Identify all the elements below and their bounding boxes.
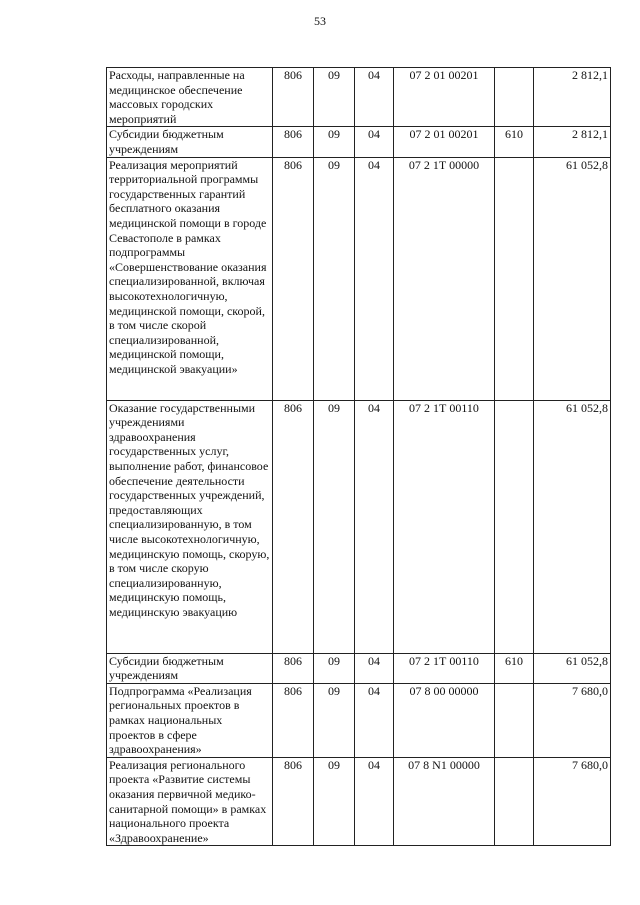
row-ved-code: 806 <box>273 683 314 757</box>
row-expense-type <box>495 683 534 757</box>
row-amount: 61 052,8 <box>534 157 611 400</box>
row-target-article: 07 8 00 00000 <box>394 683 495 757</box>
row-subsection-code: 04 <box>355 653 394 683</box>
row-amount: 61 052,8 <box>534 400 611 653</box>
table-row <box>107 653 611 683</box>
row-section-code: 09 <box>314 683 355 757</box>
table-row <box>107 157 611 400</box>
row-ved-code: 806 <box>273 127 314 157</box>
row-section-code: 09 <box>314 757 355 846</box>
row-name: Субсидии бюджетным учреждениям <box>107 127 273 157</box>
row-subsection-code: 04 <box>355 157 394 400</box>
row-name: Оказание государственными учреждениями здравоохранения государственных услуг, выполнение работ, финансовое обеспечение деятельности государственных учреждений, предоставляющих специализированную, в том числе высокотехнологичную, медицинскую помощь, скорую, в том числе скорую специализированную, медицинскую помощь, медицинскую эвакуацию <box>107 400 273 653</box>
row-target-article: 07 2 01 00201 <box>394 127 495 157</box>
row-expense-type <box>495 757 534 846</box>
row-amount: 7 680,0 <box>534 683 611 757</box>
row-name: Субсидии бюджетным учреждениям <box>107 653 273 683</box>
row-target-article: 07 2 01 00201 <box>394 68 495 127</box>
row-subsection-code: 04 <box>355 757 394 846</box>
row-name: Расходы, направленные на медицинское обеспечение массовых городских мероприятий <box>107 68 273 127</box>
row-target-article: 07 2 1Т 00110 <box>394 400 495 653</box>
row-expense-type: 610 <box>495 653 534 683</box>
row-ved-code: 806 <box>273 757 314 846</box>
row-amount: 2 812,1 <box>534 127 611 157</box>
table-row <box>107 683 611 757</box>
row-name: Реализация регионального проекта «Развитие системы оказания первичной медико-санитарной помощи» в рамках национального проекта «Здравоохранение» <box>107 757 273 846</box>
row-target-article: 07 8 N1 00000 <box>394 757 495 846</box>
row-amount: 61 052,8 <box>534 653 611 683</box>
row-subsection-code: 04 <box>355 400 394 653</box>
row-ved-code: 806 <box>273 653 314 683</box>
row-subsection-code: 04 <box>355 127 394 157</box>
row-subsection-code: 04 <box>355 683 394 757</box>
row-section-code: 09 <box>314 400 355 653</box>
page-number: 53 <box>314 14 326 28</box>
row-section-code: 09 <box>314 653 355 683</box>
row-target-article: 07 2 1Т 00110 <box>394 653 495 683</box>
row-section-code: 09 <box>314 68 355 127</box>
row-target-article: 07 2 1Т 00000 <box>394 157 495 400</box>
row-name: Реализация мероприятий территориальной программы государственных гарантий бесплатного оказания медицинской помощи в городе Севастополе в рамках подпрограммы «Совершенствование оказания специализированной, включая высокотехнологичную, медицинской помощи, скорой, в том числе скорой специализированной, медицинской помощи, медицинской эвакуации» <box>107 157 273 400</box>
table-row <box>107 68 611 127</box>
row-expense-type: 610 <box>495 127 534 157</box>
row-section-code: 09 <box>314 157 355 400</box>
table-row <box>107 400 611 653</box>
table-row <box>107 127 611 157</box>
row-amount: 7 680,0 <box>534 757 611 846</box>
row-ved-code: 806 <box>273 68 314 127</box>
row-ved-code: 806 <box>273 400 314 653</box>
row-expense-type <box>495 400 534 653</box>
row-subsection-code: 04 <box>355 68 394 127</box>
table-row <box>107 757 611 846</box>
row-expense-type <box>495 68 534 127</box>
row-amount: 2 812,1 <box>534 68 611 127</box>
row-ved-code: 806 <box>273 157 314 400</box>
row-expense-type <box>495 157 534 400</box>
row-section-code: 09 <box>314 127 355 157</box>
row-name: Подпрограмма «Реализация региональных проектов в рамках национальных проектов в сфере здравоохранения» <box>107 683 273 757</box>
budget-table <box>106 67 611 846</box>
